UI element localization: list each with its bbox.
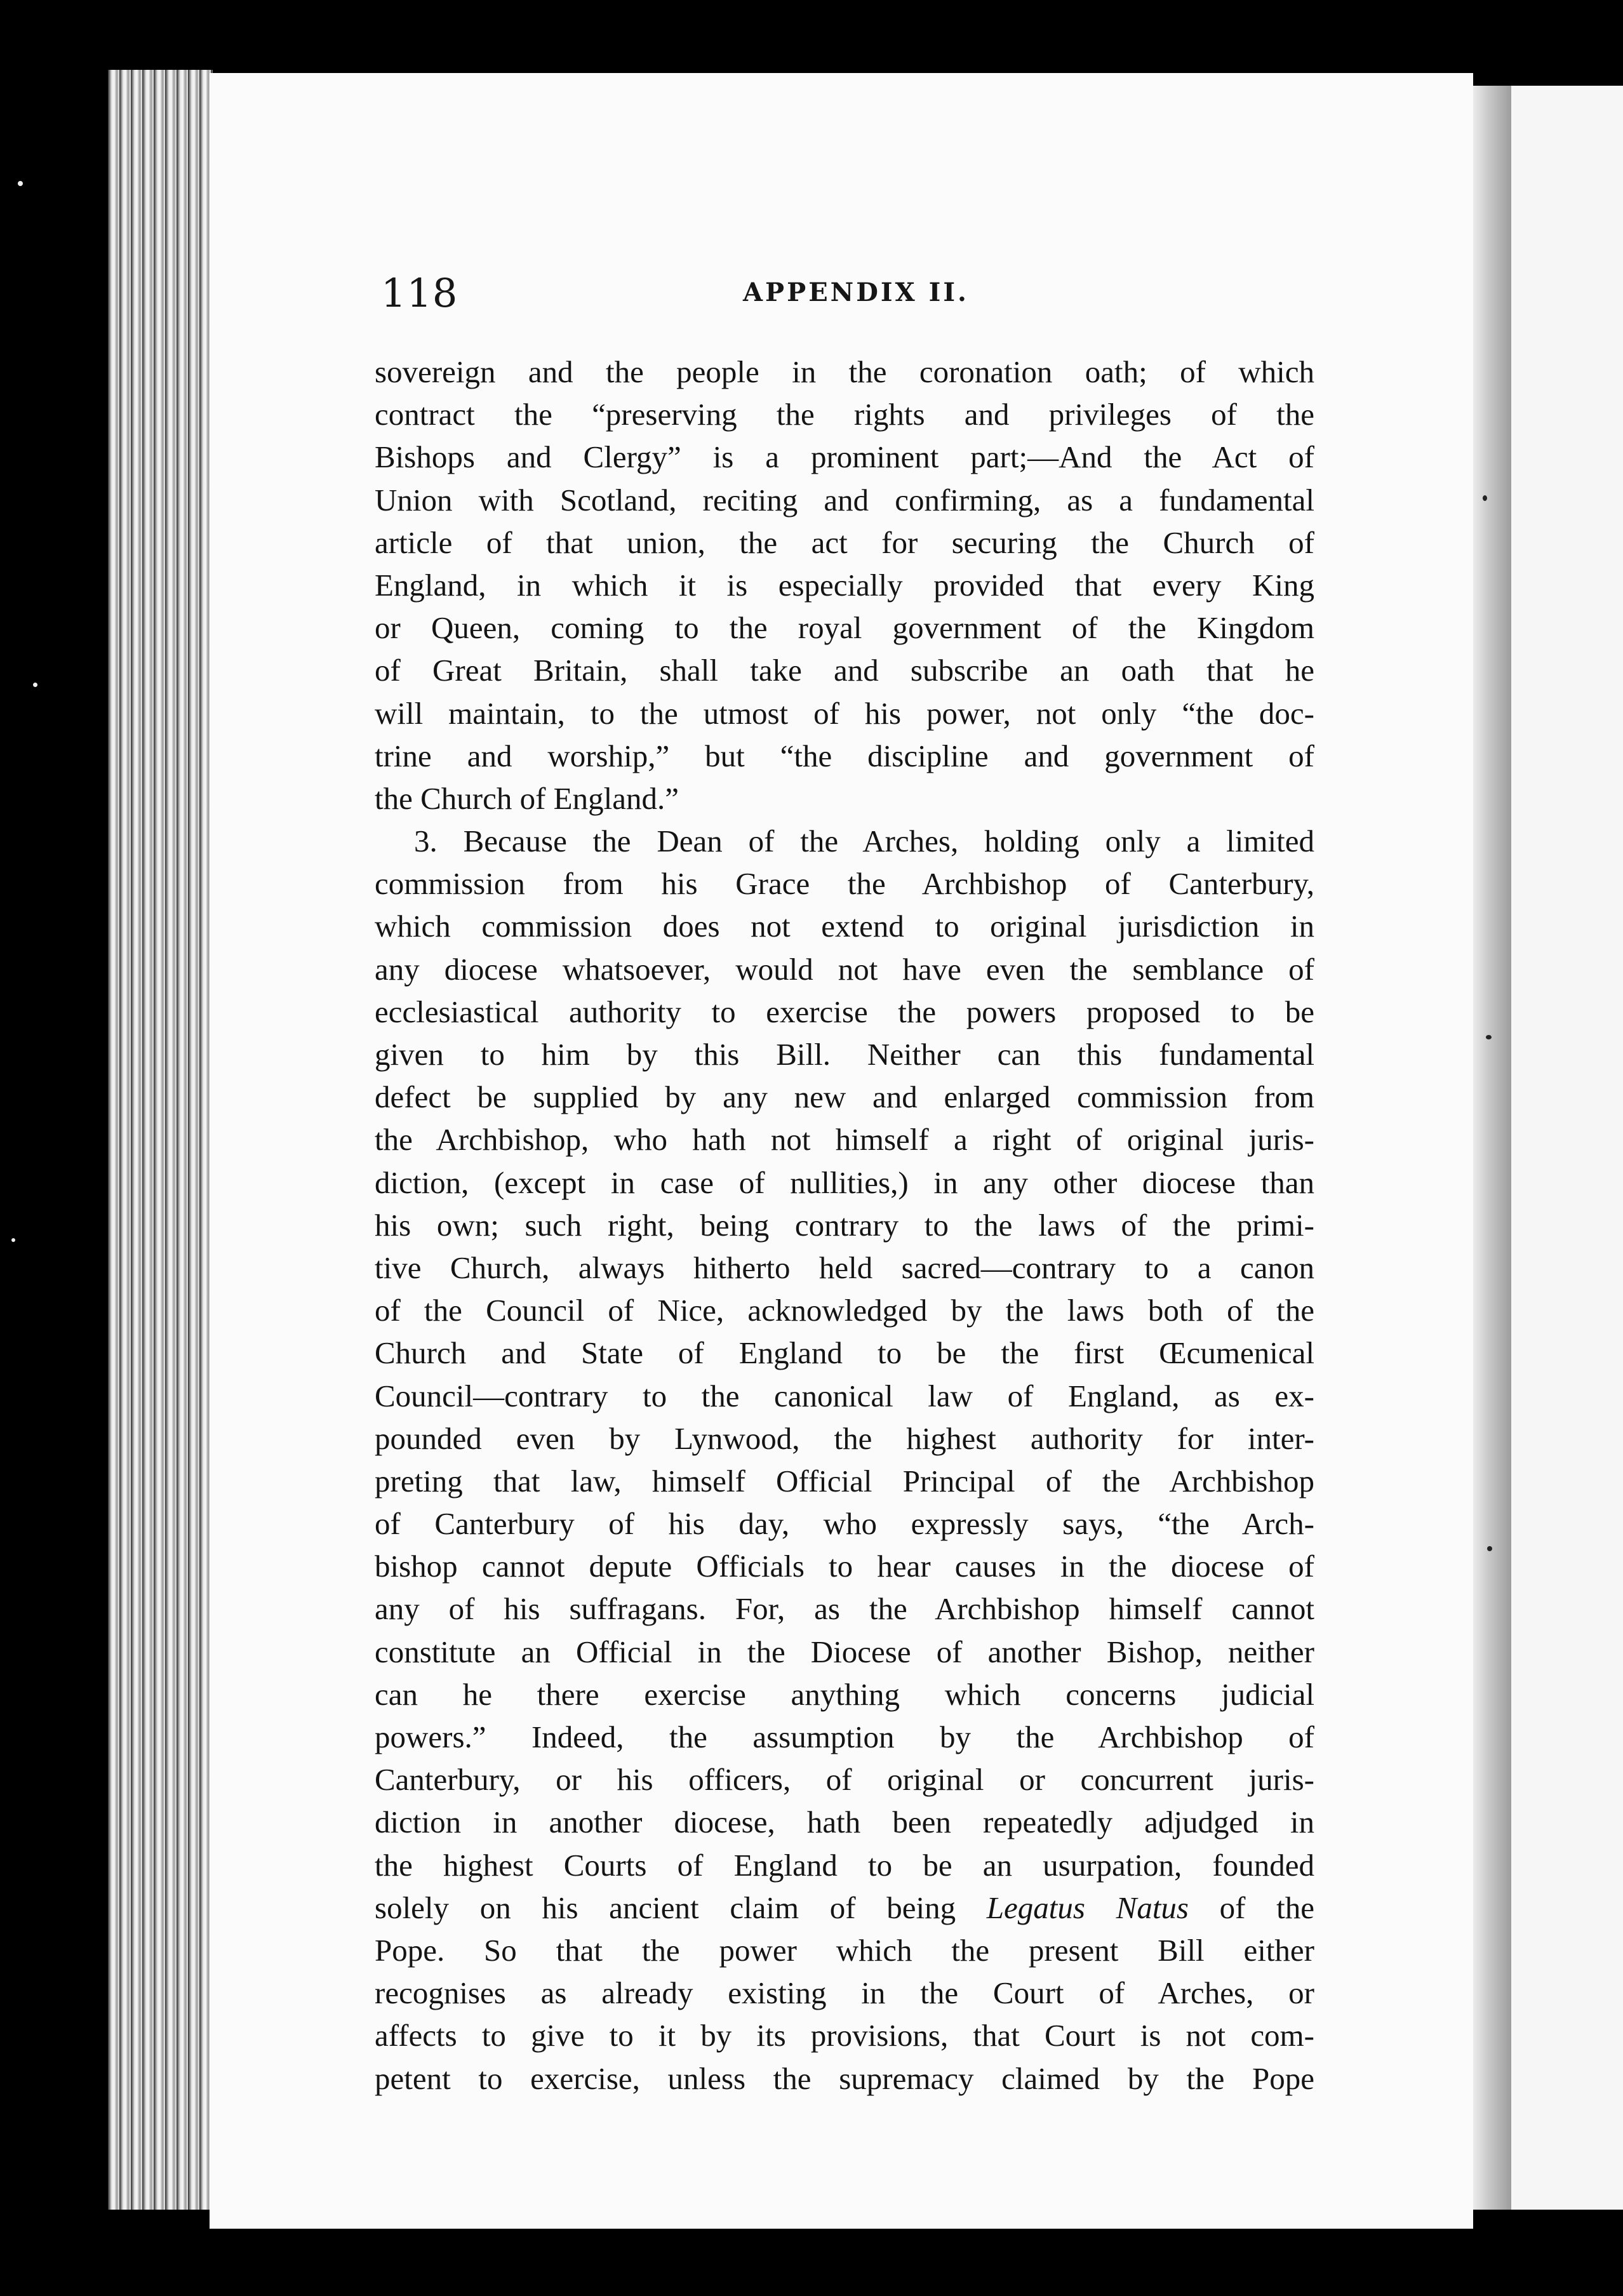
text-line: of Canterbury of his day, who expressly says, “the Arch- [375,1506,1314,1542]
text-line: diction, (except in case of nullities,) in any other diocese than [375,1165,1314,1200]
text-line: of the Council of Nice, acknowledged by the laws both of the [375,1293,1314,1328]
text-line: contract the “preserving the rights and privileges of the [375,397,1314,432]
text-line: Union with Scotland, reciting and confirming, as a fundamental [375,482,1314,517]
text-line: sovereign and the people in the coronation oath; of which [375,354,1314,389]
text-line: affects to give to it by its provisions, that Court is not com- [375,2018,1314,2053]
gutter-shadow [1473,86,1511,2210]
italic-phrase: Legatus Natus [986,1890,1189,1925]
text-line: Church and State of England to be the first Œcumenical [375,1335,1314,1371]
page-number: 118 [381,270,458,316]
text-line: petent to exercise, unless the supremacy claimed by the Pope [375,2060,1314,2096]
running-head [381,270,1318,321]
text-line: or Queen, coming to the royal government of the Kingdom [375,610,1314,646]
text-line: powers.” Indeed, the assumption by the Archbishop of [375,1719,1314,1754]
text-line: preting that law, himself Official Principal of the Archbishop [375,1463,1314,1498]
text-line: ecclesiastical authority to exercise the powers proposed to be [375,994,1314,1029]
text-line: Pope. So that the power which the present Bill either [375,1932,1314,1968]
text-line: his own; such right, being contrary to the laws of the primi- [375,1207,1314,1243]
dust-speck [1486,1035,1492,1039]
text-line: the highest Courts of England to be an usurpation, founded [375,1847,1314,1883]
text-line [375,1886,1314,1929]
dust-speck [1487,1546,1492,1551]
text-line: of Great Britain, shall take and subscribe an oath that he [375,653,1314,688]
dust-speck [33,683,37,687]
body-text [375,350,1314,2100]
text-line: pounded even by Lynwood, the highest authority for inter- [375,1420,1314,1456]
text-run: of the [1189,1890,1314,1925]
text-line: Bishops and Clergy” is a prominent part;—And the Act of [375,439,1314,475]
text-line: 3. Because the Dean of the Arches, holding only a limited [414,824,1314,859]
dust-speck [18,181,23,186]
running-head-title: APPENDIX II. [743,277,969,307]
text-line: commission from his Grace the Archbishop of Canterbury, [375,866,1314,902]
text-line: which commission does not extend to original jurisdiction in [375,909,1314,944]
text-line: England, in which it is especially provided that every King [375,567,1314,603]
text-line: the Archbishop, who hath not himself a right of original juris- [375,1122,1314,1158]
text-line: Council—contrary to the canonical law of England, as ex- [375,1378,1314,1413]
text-line: recognises as already existing in the Court of Arches, or [375,1975,1314,2011]
text-line: can he there exercise anything which concerns judicial [375,1676,1314,1712]
text-run: solely on his ancient claim of being [375,1890,987,1925]
dust-speck [1483,495,1487,501]
text-line: bishop cannot depute Officials to hear causes in the diocese of [375,1549,1314,1584]
text-line: given to him by this Bill. Neither can this fundamental [375,1037,1314,1072]
text-line: trine and worship,” but “the discipline and government of [375,738,1314,773]
text-line: any of his suffragans. For, as the Archbishop himself cannot [375,1591,1314,1627]
text-line: Canterbury, or his officers, of original or concurrent juris- [375,1762,1314,1798]
text-line: any diocese whatsoever, would not have even the semblance of [375,951,1314,987]
text-line: diction in another diocese, hath been repeatedly adjudged in [375,1805,1314,1840]
text-line: tive Church, always hitherto held sacred—contrary to a canon [375,1250,1314,1285]
dust-speck [11,1238,15,1242]
text-line: article of that union, the act for securing the Church of [375,524,1314,560]
text-line: defect be supplied by any new and enlarged commission from [375,1079,1314,1115]
text-line: will maintain, to the utmost of his power, not only “the doc- [375,695,1314,731]
text-line: constitute an Official in the Diocese of another Bishop, neither [375,1634,1314,1669]
facing-page-edge [1511,86,1623,2210]
book-page-edges [108,70,213,2210]
text-line: the Church of England.” [375,780,679,816]
